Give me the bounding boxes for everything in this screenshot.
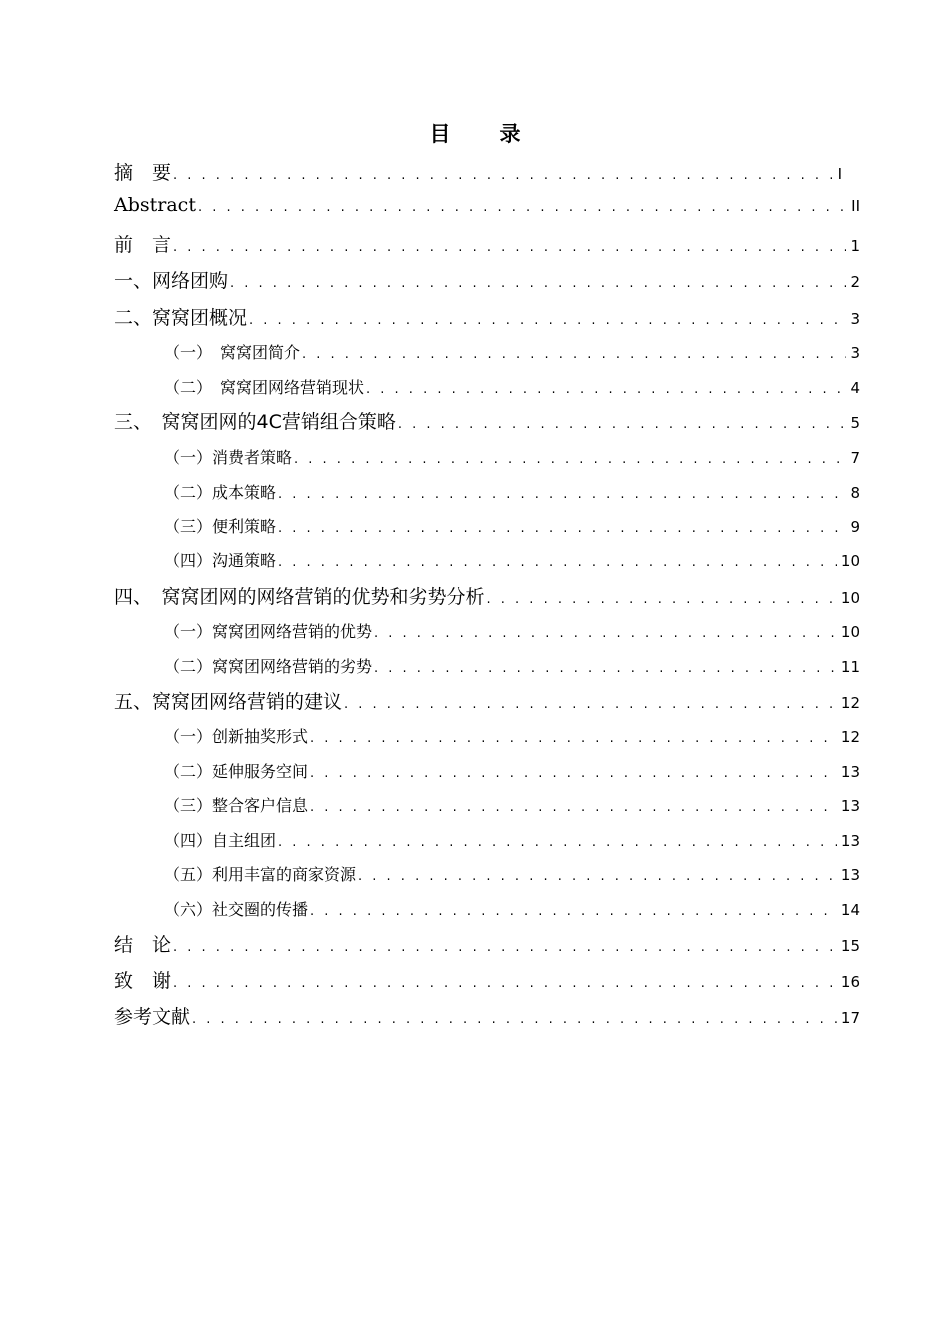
dot-leader (366, 382, 846, 397)
toc-entry-label: Abstract (114, 194, 196, 216)
toc-entry-label: 参考文献 (114, 1006, 191, 1028)
toc-entry-page: 2 (850, 273, 860, 291)
dot-leader (173, 976, 837, 991)
toc-entry[interactable] (164, 654, 860, 677)
dot-leader (310, 904, 837, 919)
toc-entry[interactable] (164, 445, 860, 468)
toc-entry-page: 3 (850, 344, 860, 362)
toc-entry-label: 五、窝窝团网络营销的建议 (114, 691, 343, 713)
toc-entry-label: （五）利用丰富的商家资源 (164, 865, 357, 884)
toc-entry-label: 致 谢 (114, 970, 172, 992)
dot-leader (173, 168, 834, 183)
toc-entry[interactable] (114, 158, 860, 185)
toc-entry-label: 前 言 (114, 234, 172, 256)
toc-entry-page: 8 (850, 484, 860, 502)
dot-leader (173, 240, 846, 255)
toc-entry[interactable] (164, 724, 860, 747)
dot-leader (278, 487, 846, 502)
toc-entry[interactable] (164, 480, 860, 503)
toc-entry-page: 12 (840, 694, 860, 712)
toc-entry-page: 10 (840, 623, 860, 641)
dot-leader (374, 661, 837, 676)
dot-leader (310, 731, 837, 746)
toc-entry-page: 10 (840, 552, 860, 570)
toc-entry-label: 摘 要 (114, 162, 172, 184)
dot-leader (173, 940, 837, 955)
dot-leader (398, 417, 847, 432)
toc-entry[interactable] (164, 828, 860, 851)
toc-entry-page: 13 (840, 832, 860, 850)
toc-entry[interactable] (164, 897, 860, 920)
toc-entry-page: 17 (840, 1009, 860, 1027)
toc-entry[interactable] (164, 340, 860, 363)
toc-entry-page: 7 (850, 449, 860, 467)
toc-entry-page: 13 (840, 797, 860, 815)
toc-entry[interactable] (114, 1002, 860, 1029)
toc-title: 目 录 (429, 122, 535, 146)
toc-entry-page: 11 (840, 658, 860, 676)
toc-entry-page: 13 (840, 763, 860, 781)
dot-leader (302, 347, 846, 362)
toc-entry[interactable] (114, 194, 860, 216)
toc-entry-label: （四）自主组团 (164, 831, 277, 850)
toc-entry[interactable] (114, 687, 860, 714)
dot-leader (278, 835, 837, 850)
toc-entry-page: 12 (840, 728, 860, 746)
toc-entry-page: 16 (840, 973, 860, 991)
toc-entry[interactable] (114, 266, 860, 293)
toc-entry-label: 二、窝窝团概况 (114, 307, 248, 329)
dot-leader (198, 200, 847, 215)
toc-entry-label: （一）创新抽奖形式 (164, 727, 309, 746)
toc-entry[interactable] (114, 407, 860, 434)
toc-entry[interactable] (164, 514, 860, 537)
dot-leader (374, 626, 837, 641)
toc-entry-page: 13 (840, 866, 860, 884)
dot-leader (294, 452, 846, 467)
toc-entry-label: 三、 窝窝团网的4C营销组合策略 (114, 411, 396, 433)
toc-entry-label: （二）成本策略 (164, 483, 277, 502)
dot-leader (249, 313, 846, 328)
toc-entry-label: （六）社交圈的传播 (164, 900, 309, 919)
toc-entry-label: （一）消费者策略 (164, 448, 293, 467)
toc-entry-page: 14 (840, 901, 860, 919)
toc-entry-page: 9 (850, 518, 860, 536)
toc-entry-page: 1 (850, 237, 860, 255)
toc-entry[interactable] (164, 375, 860, 398)
toc-entry[interactable] (114, 966, 860, 993)
toc-entry-page: 3 (850, 310, 860, 328)
toc-entry[interactable] (114, 230, 860, 257)
dot-leader (310, 766, 837, 781)
toc-entry-label: （一） 窝窝团简介 (164, 343, 301, 362)
toc-entry-label: （一）窝窝团网络营销的优势 (164, 622, 373, 641)
toc-entry[interactable] (114, 303, 860, 330)
toc-entry-page: 5 (850, 414, 860, 432)
toc-entry-page: I (837, 165, 842, 183)
toc-entry[interactable] (114, 930, 860, 957)
dot-leader (344, 697, 837, 712)
toc-entry-page: 4 (850, 379, 860, 397)
toc-entry-page: II (851, 197, 860, 215)
toc-entry-label: （三）便利策略 (164, 517, 277, 536)
dot-leader (310, 800, 837, 815)
toc-entry-label: 结 论 (114, 934, 172, 956)
toc-entry-label: （三）整合客户信息 (164, 796, 309, 815)
toc-entry[interactable] (164, 793, 860, 816)
dot-leader (230, 276, 846, 291)
toc-entry[interactable] (114, 582, 860, 609)
dot-leader (358, 869, 837, 884)
toc-entry-label: 一、网络团购 (114, 270, 229, 292)
toc-entry-label: 四、 窝窝团网的网络营销的优势和劣势分析 (114, 586, 485, 608)
dot-leader (278, 555, 837, 570)
dot-leader (278, 521, 846, 536)
toc-entry-label: （四）沟通策略 (164, 551, 277, 570)
dot-leader (487, 592, 837, 607)
toc-entry-page: 10 (840, 589, 860, 607)
toc-entry[interactable] (164, 759, 860, 782)
toc-entry-label: （二）延伸服务空间 (164, 762, 309, 781)
toc-entry-page: 15 (840, 937, 860, 955)
toc-entry[interactable] (164, 862, 860, 885)
toc-entry-label: （二）窝窝团网络营销的劣势 (164, 657, 373, 676)
toc-entry-label: （二） 窝窝团网络营销现状 (164, 378, 365, 397)
toc-entry[interactable] (164, 548, 860, 571)
dot-leader (192, 1012, 837, 1027)
toc-entry[interactable] (164, 619, 860, 642)
